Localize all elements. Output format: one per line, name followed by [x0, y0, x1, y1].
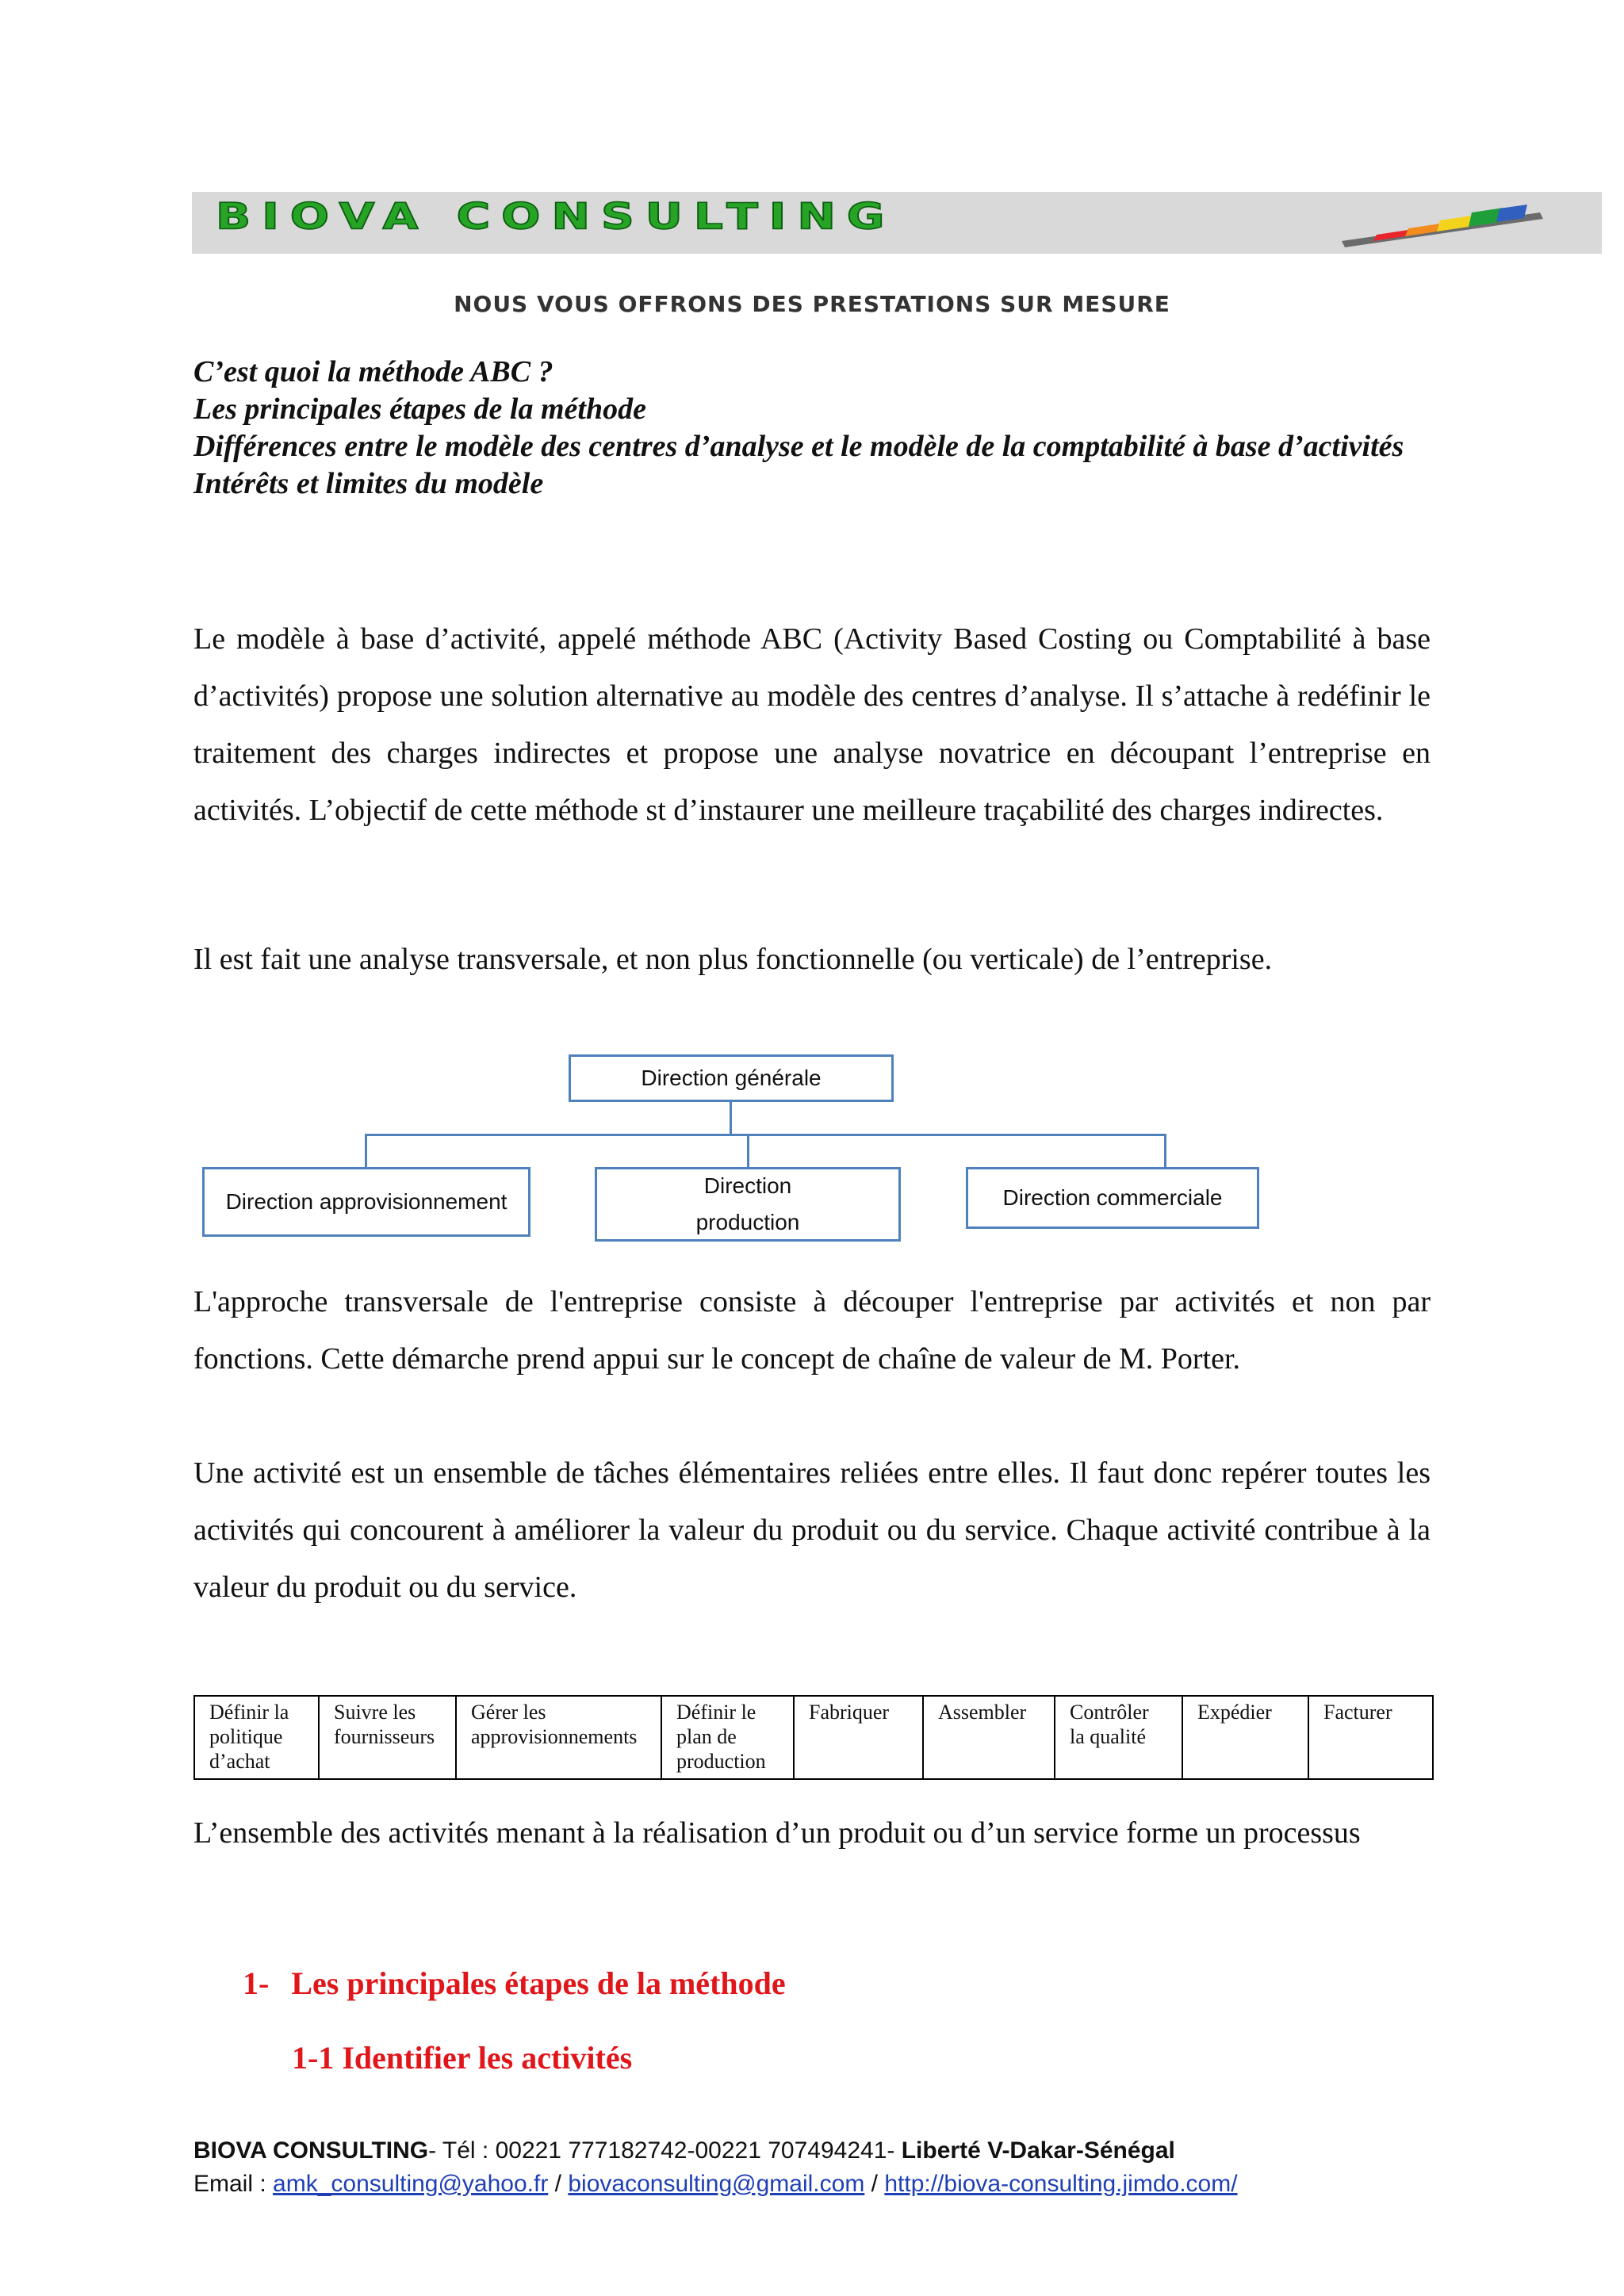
section-heading	[243, 1965, 786, 2002]
footer-email-line	[193, 2168, 1238, 2201]
intro-topics	[193, 354, 1431, 503]
section-number: 1-	[243, 1965, 270, 2001]
subsection-heading: 1-1 Identifier les activités	[292, 2040, 633, 2076]
activity-cell: Assembler	[923, 1696, 1055, 1779]
activity-cell: Gérer les approvisionnements	[456, 1696, 661, 1779]
footer-address: Liberté V-Dakar-Sénégal	[901, 2137, 1175, 2164]
org-box-label: production	[695, 1210, 800, 1234]
paragraph-abc-definition: Le modèle à base d’activité, appelé méthode ABC (Activity Based Costing ou Comptabilité à base d’activités) propose une solution alternative au modèle des centres d’analyse. Il s’attache à redéfinir le traitement des charges indirectes et propose une analyse novatrice en découpant l’entreprise en activités. L’objectif de cette méthode st d’instaurer une meilleure traçabilité des charges indirectes.	[193, 622, 1431, 827]
activity-cell: Expédier	[1182, 1696, 1308, 1779]
table-row	[194, 1696, 1433, 1779]
paragraph-process: L’ensemble des activités menant à la réalisation d’un produit ou d’un service forme un processus	[193, 1816, 1361, 1850]
intro-topic: Les principales étapes de la méthode	[193, 392, 646, 426]
intro-topic: Intérêts et limites du modèle	[193, 467, 544, 500]
footer-separator: /	[864, 2171, 885, 2197]
intro-topic: Différences entre le modèle des centres d’analyse et le modèle de la comptabilité à base d’activités	[193, 430, 1404, 463]
section-title: Les principales étapes de la méthode	[291, 1965, 786, 2001]
org-connector	[365, 1134, 1166, 1136]
bar-chart-logo-icon	[1342, 195, 1548, 251]
activity-cell: Suivre les fournisseurs	[319, 1696, 456, 1779]
footer-company: BIOVA CONSULTING	[193, 2137, 429, 2164]
banner-title: BIOVA CONSULTING	[216, 195, 896, 238]
page-footer	[193, 2134, 1238, 2201]
footer-contact-line	[193, 2134, 1238, 2168]
tagline: NOUS VOUS OFFRONS DES PRESTATIONS SUR MESURE	[454, 291, 1170, 317]
activities-table	[193, 1695, 1434, 1780]
org-box-direction-production	[595, 1167, 901, 1242]
header-banner	[192, 192, 1602, 254]
activity-cell: Fabriquer	[794, 1696, 923, 1779]
org-connector	[730, 1102, 732, 1134]
org-box-direction-generale: Direction générale	[569, 1054, 894, 1102]
paragraph-approach: L'approche transversale de l'entreprise consiste à découper l'entreprise par activités et non par fonctions. Cette démarche prend appui sur le concept de chaîne de valeur de M. Porter.	[193, 1285, 1431, 1376]
activity-cell: Définir le plan de production	[661, 1696, 794, 1779]
activity-cell: Définir la politique d’achat	[194, 1696, 319, 1779]
paragraph-transversal: Il est fait une analyse transversale, et non plus fonctionnelle (ou verticale) de l’entreprise.	[193, 943, 1273, 976]
email-link-gmail[interactable]: biovaconsulting@gmail.com	[568, 2171, 865, 2197]
intro-topic: C’est quoi la méthode ABC ?	[193, 355, 553, 388]
org-connector	[365, 1134, 367, 1167]
footer-email-label: Email :	[193, 2171, 274, 2197]
footer-separator: /	[548, 2171, 569, 2197]
org-box-direction-approvisionnement: Direction approvisionnement	[202, 1167, 530, 1237]
org-box-label: Direction	[703, 1173, 792, 1198]
paragraph-activity-definition: Une activité est un ensemble de tâches élémentaires reliées entre elles. Il faut donc repérer toutes les activités qui concourent à améliorer la valeur du produit ou du service. Chaque activité contribue à la valeur du produit ou du service.	[193, 1456, 1431, 1604]
activity-cell: Contrôler la qualité	[1055, 1696, 1182, 1779]
activity-cell: Facturer	[1308, 1696, 1433, 1779]
website-link[interactable]: http://biova-consulting.jimdo.com/	[884, 2171, 1238, 2197]
org-box-direction-commerciale: Direction commerciale	[966, 1167, 1259, 1229]
email-link-yahoo[interactable]: amk_consulting@yahoo.fr	[273, 2171, 549, 2197]
org-connector	[1164, 1134, 1166, 1167]
org-connector	[747, 1134, 749, 1167]
footer-phones: - Tél : 00221 777182742-00221 707494241-	[428, 2137, 902, 2164]
org-chart	[0, 1047, 1624, 1253]
